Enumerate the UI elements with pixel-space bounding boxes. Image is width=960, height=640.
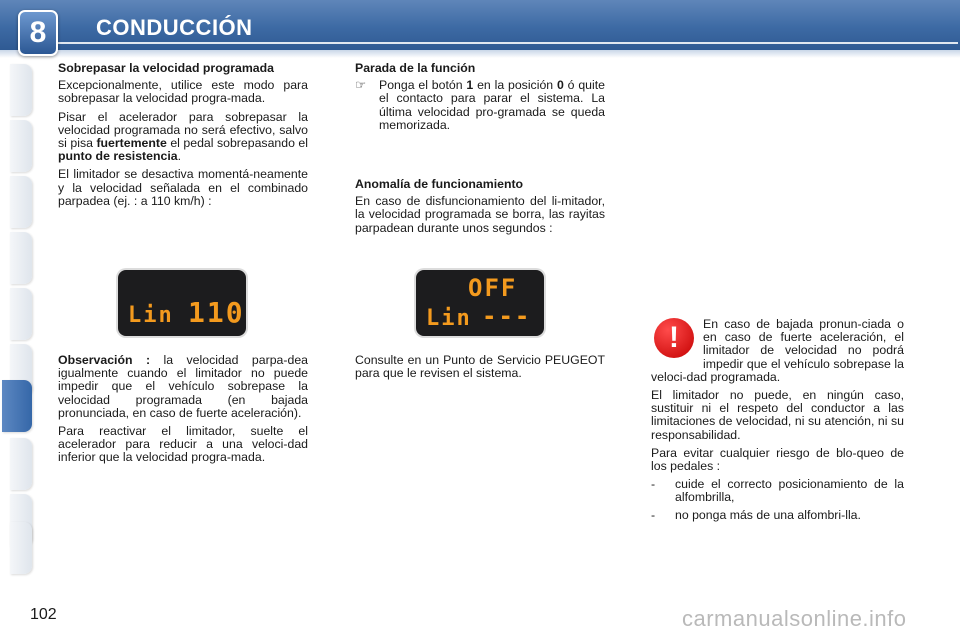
chapter-tab-11[interactable] bbox=[10, 522, 32, 574]
chapter-tab-1[interactable] bbox=[10, 64, 32, 116]
pointing-hand-icon: ☞ bbox=[355, 78, 367, 93]
page-number: 102 bbox=[30, 606, 57, 623]
display-limiter-label: Lin bbox=[426, 306, 472, 331]
chapter-tabs bbox=[0, 60, 34, 580]
bullet-text: Ponga el botón 1 en la posición 0 ó quite el contacto para parar el sistema. La última velocidad pro-gramada se queda memorizada. bbox=[379, 78, 605, 132]
speed-display-110 bbox=[118, 270, 246, 336]
chapter-tab-5[interactable] bbox=[10, 288, 32, 340]
chapter-tab-9[interactable] bbox=[10, 438, 32, 490]
chapter-tab-3[interactable] bbox=[10, 176, 32, 228]
header-fade bbox=[0, 50, 960, 58]
paragraph: Para reactivar el limitador, suelte el acelerador para reducir a una veloci-dad inferior que la velocidad progra-mada. bbox=[58, 424, 308, 465]
paragraph: Excepcionalmente, utilice este modo para sobrepasar la velocidad progra-mada. bbox=[58, 78, 308, 106]
paragraph: En caso de disfuncionamiento del li-mitador, la velocidad programada se borra, las rayitas parpadean durante unos segundos : bbox=[355, 194, 605, 235]
watermark: carmanualsonline.info bbox=[682, 606, 907, 631]
warning-paragraph-1: En caso de bajada pronun-ciada o en caso de fuerte aceleración, el limitador de velocidad no podrá impedir que el vehículo sobrepase la veloci-dad programada. bbox=[651, 317, 904, 384]
icon-spacer bbox=[651, 318, 703, 368]
chapter-tab-4[interactable] bbox=[10, 232, 32, 284]
display-off-label: OFF bbox=[468, 274, 518, 302]
warning-list-item: - no ponga más de una alfombri-lla. bbox=[651, 507, 861, 522]
warning-paragraph-3: Para evitar cualquier riesgo de blo-queo de los pedales : bbox=[651, 445, 904, 474]
chapter-title: CONDUCCIÓN bbox=[96, 15, 253, 40]
paragraph: Consulte en un Punto de Servicio PEUGEOT para que le revisen el sistema. bbox=[355, 353, 605, 381]
display-limiter-label: Lin bbox=[128, 303, 174, 328]
paragraph: El limitador se desactiva momentá-neamente y la velocidad señalada en el combinado parpadea (ej. : a 110 km/h) : bbox=[58, 167, 308, 208]
left-column bbox=[58, 62, 308, 213]
warning-exclamation-icon: ! bbox=[654, 318, 694, 358]
paragraph: Pisar el acelerador para sobrepasar la velocidad programada no será efectivo, salvo si pisa fuertemente el pedal sobrepasando el punto de resistencia. bbox=[58, 109, 308, 164]
chapter-tab-8-active[interactable] bbox=[2, 380, 32, 432]
warning-list-item: - cuide el correcto posicionamiento de la alfombrilla, bbox=[651, 477, 904, 505]
middle-column-lower bbox=[355, 354, 605, 385]
warning-list bbox=[651, 478, 904, 522]
chapter-badge: 8 bbox=[18, 10, 58, 56]
middle-column bbox=[355, 62, 605, 132]
speed-display-off bbox=[416, 270, 544, 336]
warning-paragraph-2: El limitador no puede, en ningún caso, sustituir ni el respeto del conductor a las limitaciones de velocidad, ni su atención, ni su responsabilidad. bbox=[651, 388, 904, 442]
middle-column-anomaly bbox=[355, 178, 605, 240]
chapter-tab-2[interactable] bbox=[10, 120, 32, 172]
display-dashes: --- bbox=[482, 302, 532, 330]
section-heading-override: Sobrepasar la velocidad programada bbox=[58, 61, 274, 75]
section-heading-anomaly: Anomalía de funcionamiento bbox=[355, 177, 524, 191]
header-rule bbox=[58, 42, 958, 44]
warning-text bbox=[651, 318, 904, 526]
display-speed-value: 110 bbox=[188, 296, 245, 329]
bullet-item bbox=[355, 79, 605, 132]
left-column-lower bbox=[58, 354, 308, 470]
section-heading-stop: Parada de la función bbox=[355, 61, 476, 75]
observation-paragraph: Observación : la velocidad parpa-dea igualmente cuando el limitador no puede impedir que el vehículo sobrepase la velocidad programada (en bajada pronunciada, en caso de fuerte aceleración). bbox=[58, 353, 308, 420]
